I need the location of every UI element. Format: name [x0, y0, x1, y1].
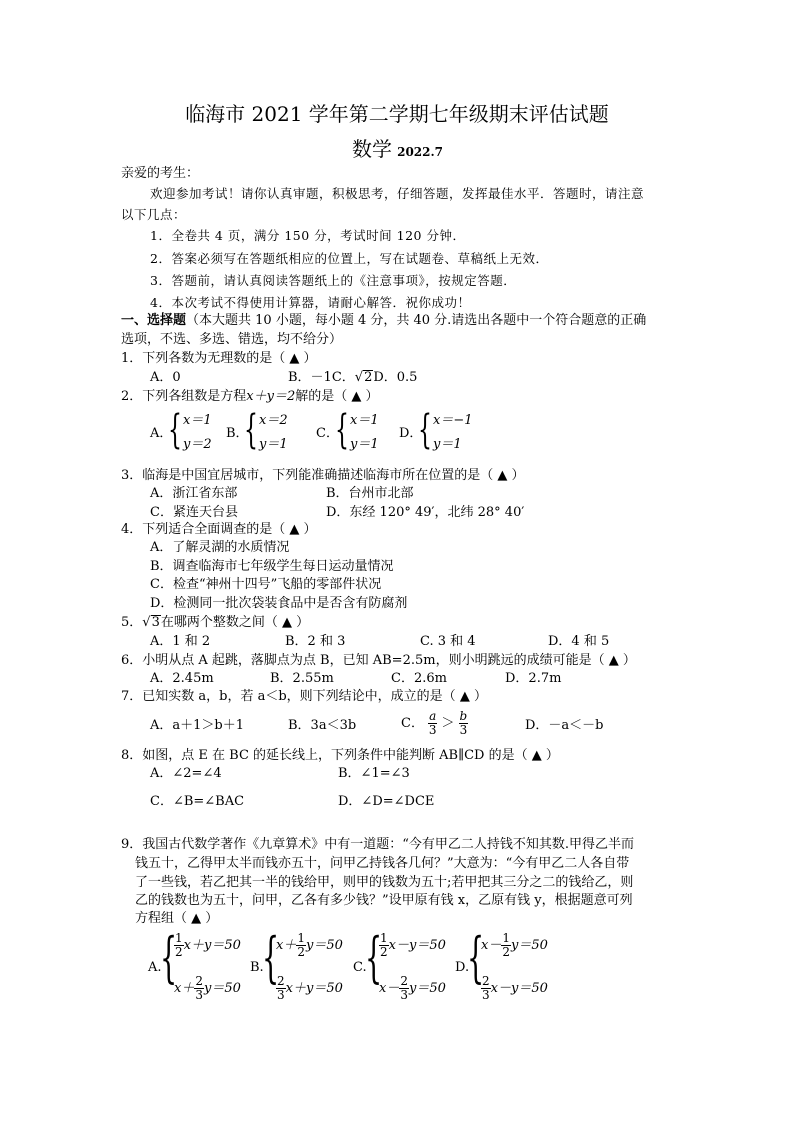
q7-c-frac-2: [459, 710, 469, 737]
section-heading: 一、选择题: [121, 313, 187, 328]
exam-title: 临海市 2021 学年第二学期七年级期末评估试题: [185, 102, 609, 126]
brace-icon: {: [244, 407, 258, 453]
frac-denominator: 2: [380, 945, 388, 959]
frac-numerator: 1: [380, 931, 388, 945]
frac-numerator: 1: [502, 931, 510, 945]
q4-option-a: A．了解灵湖的水质情况: [150, 540, 290, 555]
q5-option-c: C. 3 和 4: [420, 634, 476, 649]
half-fraction: [501, 932, 511, 959]
eq-body: x＋y: [183, 938, 212, 953]
q9-d-eq1: [481, 932, 548, 959]
exam-date: 2022.7: [397, 145, 444, 159]
q6-option-d: D．2.7m: [505, 671, 562, 686]
q8-option-d: D．∠D=∠DCE: [338, 794, 435, 809]
q6-stem: 6．小明从点 A 起跳，落脚点为点 B，已知 AB=2.5m，则小明跳远的成绩可能是（ ▲ ）: [121, 653, 636, 668]
q2-stem: [121, 389, 379, 405]
q6-option-b: B．2.55m: [270, 671, 334, 686]
eq-body: x－y: [388, 938, 417, 953]
q2-a-eq1: x＝1: [183, 413, 212, 428]
eq-body: x－: [379, 981, 400, 996]
frac-denominator: 2: [175, 945, 183, 959]
note-2: 2．答案必须写在答题纸相应的位置上，写在试题卷、草稿纸上无效．: [150, 251, 549, 266]
q9-label-c: C.: [353, 960, 367, 975]
frac-numerator: 1: [297, 931, 305, 945]
q2-label-c: C．: [316, 426, 339, 441]
q9-line-3: 了一些钱，若乙把其一半的钱给甲，则甲的钱数为五十;若甲把其三分之二的钱给乙，则: [135, 875, 634, 890]
q4-option-b: B．调查临海市七年级学生每日运动量情况: [150, 559, 394, 574]
note-3: 3．答题前，请认真阅读答题纸上的《注意事项》，按规定答题．: [150, 273, 517, 288]
frac-numerator: 2: [277, 974, 285, 988]
eq-body: y: [408, 981, 417, 996]
q7-option-a: A．a＋1＞b＋1: [150, 718, 245, 733]
q7-option-c: [401, 710, 468, 737]
q7-stem: 7．已知实数 a，b，若 a＜b，则下列结论中，成立的是（ ▲ ）: [121, 689, 487, 704]
subject-name: 数学: [352, 137, 392, 161]
q9-c-eq1: [379, 932, 446, 959]
section-desc-2: 选项，不选、多选、错选，均不给分）: [121, 332, 343, 347]
q2-label-a: A．: [150, 426, 173, 441]
q3-option-b: B．台州市北部: [326, 486, 414, 501]
frac-denominator: 2: [502, 945, 510, 959]
q2-label-d: D．: [399, 426, 423, 441]
q2-stem-a: 2．下列各组数是方程: [121, 389, 247, 404]
q1-option-bc: [288, 370, 417, 386]
two-thirds-fraction: [481, 975, 491, 1002]
q7-option-d: D．－a＜－b: [525, 718, 604, 733]
eq-body: x－y: [490, 981, 519, 996]
q5-root: 3: [151, 615, 160, 630]
eq-body: x－: [481, 938, 502, 953]
sqrt-sign: √: [142, 615, 151, 630]
frac-numerator: 2: [400, 974, 408, 988]
q1-option-d: D．0.5: [373, 370, 418, 385]
eq-body: x＋: [174, 981, 195, 996]
brace-icon: {: [365, 926, 383, 989]
frac-denominator: 2: [297, 945, 305, 959]
eq-tail: ＝50: [518, 981, 548, 996]
q9-b-eq1: [276, 932, 343, 959]
q2-a-eq2: y＝2: [183, 437, 212, 452]
q1-option-c-root: 2: [364, 370, 373, 385]
q5-option-b: B．2 和 3: [285, 634, 346, 649]
eq-tail: ＝50: [416, 981, 446, 996]
q8-option-c: C．∠B=∠BAC: [150, 794, 245, 809]
frac-numerator: 2: [195, 974, 203, 988]
q9-c-eq2: [379, 975, 446, 1002]
half-fraction: [379, 932, 389, 959]
brace-icon: {: [467, 926, 485, 989]
q3-option-a: A．浙江省东部: [150, 486, 238, 501]
q9-b-eq2: [276, 975, 343, 1002]
eq-body: x＋: [276, 938, 297, 953]
intro-line-1: 欢迎参加考试！请你认真审题，积极思考，仔细答题，发挥最佳水平．答题时，请注意: [150, 186, 645, 201]
frac-denominator: 3: [482, 988, 490, 1002]
q7-option-b: B．3a＜3b: [288, 718, 357, 733]
frac-denominator: 3: [459, 723, 468, 737]
subject-line: [352, 133, 443, 162]
note-4: 4．本次考试不得使用计算器，请耐心解答．祝你成功！: [150, 295, 471, 310]
q2-b-eq1: x＝2: [259, 413, 288, 428]
q4-stem: 4．下列适合全面调查的是（ ▲ ）: [121, 522, 317, 537]
brace-icon: {: [262, 926, 280, 989]
frac-denominator: 3: [400, 988, 408, 1002]
brace-icon: {: [418, 407, 432, 453]
q9-line-5: 方程组（ ▲ ）: [135, 911, 219, 926]
greeting: 亲爱的考生：: [121, 166, 200, 181]
section-1-line-1: [121, 313, 646, 329]
two-thirds-fraction: [399, 975, 409, 1002]
frac-denominator: 3: [428, 723, 437, 737]
q5-number: 5．: [121, 615, 143, 630]
q8-stem: 8．如图，点 E 在 BC 的延长线上，下列条件中能判断 AB∥CD 的是（ ▲ ）: [121, 748, 559, 763]
brace-icon: {: [160, 926, 178, 989]
q5-option-a: A．1 和 2: [150, 634, 211, 649]
q5-stem: [121, 615, 309, 631]
q3-option-d: D．东经 120° 49′，北纬 28° 40′: [326, 505, 525, 520]
eq-tail: ＝50: [416, 938, 446, 953]
q9-d-eq2: [481, 975, 548, 1002]
brace-icon: {: [168, 407, 182, 453]
q9-line-4: 乙的钱数也为五十，问甲，乙各有多少钱？”设甲原有钱 x，乙原有钱 y，根据题意可列: [135, 893, 633, 908]
q9-line-1: 9．我国古代数学著作《九章算术》中有一道题：“今有甲乙二人持钱不知其数.甲得乙半而: [121, 837, 635, 852]
brace-icon: {: [335, 407, 349, 453]
q9-a-eq2: [174, 975, 241, 1002]
q9-label-a: A.: [148, 960, 162, 975]
section-desc-1: （本大题共 10 小题，每小题 4 分，共 40 分.请选出各题中一个符合题意的正确: [186, 313, 647, 328]
q5-option-d: D．4 和 5: [548, 634, 610, 649]
q4-option-c: C．检查“神州十四号”飞船的零部件状况: [150, 577, 382, 592]
q2-d-eq2: y＝1: [433, 437, 462, 452]
frac-numerator: a: [429, 709, 437, 723]
intro-line-2: 以下几点：: [121, 207, 187, 222]
q2-c-eq2: y＝1: [350, 437, 379, 452]
q9-label-b: B.: [250, 960, 264, 975]
eq-tail: ＝50: [313, 938, 343, 953]
eq-tail: ＝50: [211, 981, 241, 996]
q1-option-a: A．0: [150, 370, 181, 385]
eq-body: y: [203, 981, 212, 996]
frac-numerator: 2: [482, 974, 490, 988]
q7-c-frac-1: [428, 710, 437, 737]
q1-stem: 1．下列各数为无理数的是（ ▲ ）: [121, 351, 317, 366]
half-fraction: [174, 932, 184, 959]
q2-equation: x＋y＝2: [246, 389, 296, 404]
frac-denominator: 3: [277, 988, 285, 1002]
eq-tail: ＝50: [313, 981, 343, 996]
q2-c-eq1: x＝1: [350, 413, 379, 428]
q5-stem-text: 在哪两个整数之间（ ▲ ）: [160, 615, 310, 630]
q9-a-eq1: [174, 932, 241, 959]
q2-b-eq2: y＝1: [259, 437, 288, 452]
q2-stem-b: 解的是（ ▲ ）: [295, 389, 379, 404]
q7-c-op: ＞: [441, 716, 455, 731]
q3-stem: 3．临海是中国宜居城市，下列能准确描述临海市所在位置的是（ ▲ ）: [121, 468, 525, 483]
frac-numerator: 1: [175, 931, 183, 945]
half-fraction: [296, 932, 306, 959]
q6-option-c: C．2.6m: [391, 671, 447, 686]
q9-label-d: D.: [455, 960, 470, 975]
q7-c-label: C．: [401, 716, 424, 731]
two-thirds-fraction: [194, 975, 204, 1002]
q2-label-b: B．: [226, 426, 249, 441]
frac-numerator: b: [459, 709, 468, 723]
q2-d-eq1: x＝−1: [433, 413, 473, 428]
q1-option-b: B．－1C．: [288, 370, 355, 385]
two-thirds-fraction: [276, 975, 286, 1002]
eq-body: x＋y: [285, 981, 314, 996]
q3-option-c: C．紧连天台县: [150, 505, 238, 520]
q6-option-a: A．2.45m: [150, 671, 214, 686]
eq-tail: ＝50: [518, 938, 548, 953]
q8-option-b: B．∠1=∠3: [338, 766, 410, 781]
frac-denominator: 3: [195, 988, 203, 1002]
q4-option-d: D．检测同一批次袋装食品中是否含有防腐剂: [150, 596, 408, 611]
note-1: 1．全卷共 4 页，满分 150 分，考试时间 120 分钟．: [150, 228, 466, 243]
sqrt-sign: √: [354, 370, 364, 385]
eq-tail: ＝50: [211, 938, 241, 953]
q8-option-a: A．∠2=∠4: [150, 766, 222, 781]
q9-line-2: 钱五十，乙得甲太半而钱亦五十，问甲乙持钱各几何？”大意为：“今有甲乙二人各自带: [135, 856, 630, 871]
eq-body: y: [510, 938, 519, 953]
eq-body: y: [305, 938, 314, 953]
